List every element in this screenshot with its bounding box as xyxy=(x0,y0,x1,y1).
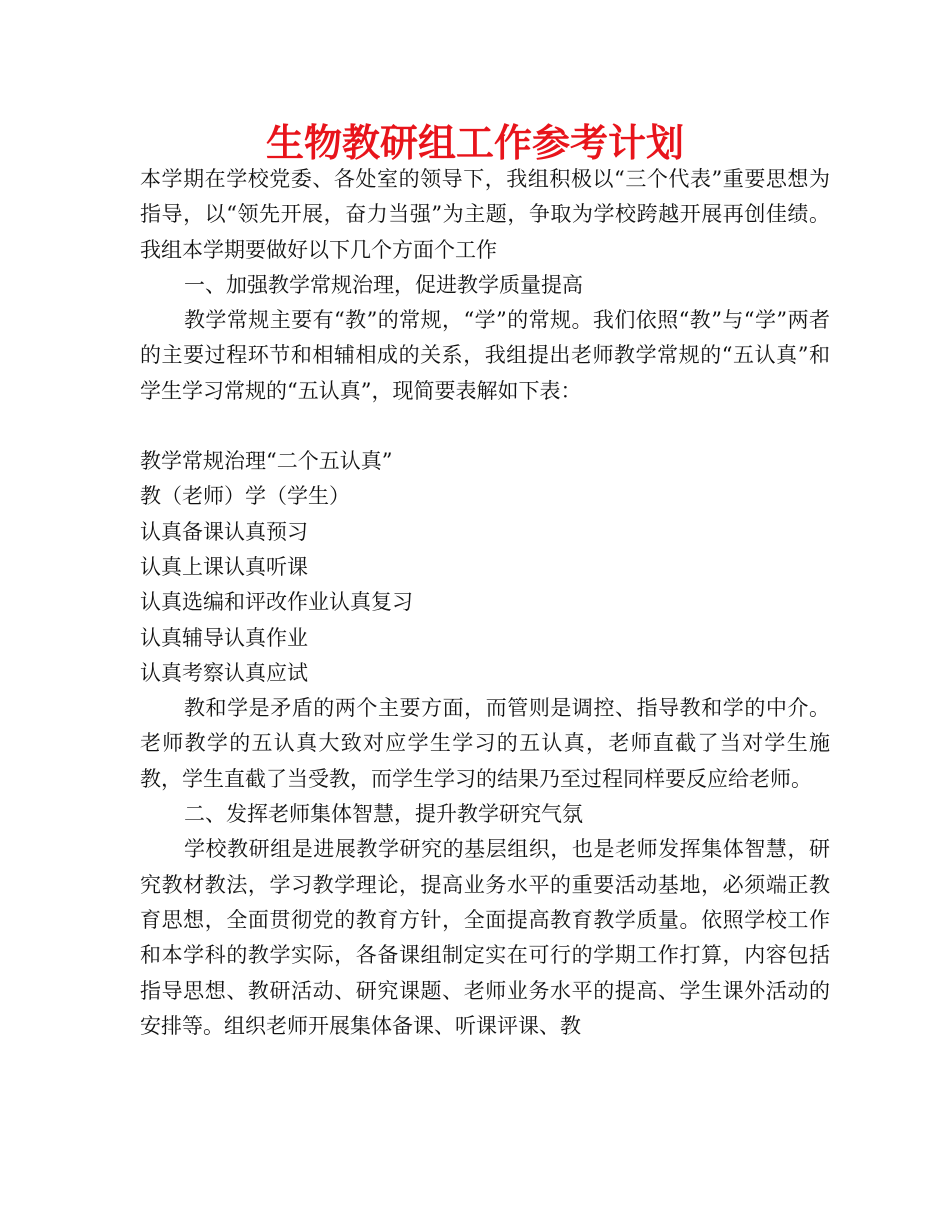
table-row: 认真上课认真听课 xyxy=(140,554,308,579)
table-row: 认真考察认真应试 xyxy=(140,660,308,685)
table-row: 认真备课认真预习 xyxy=(140,519,308,544)
table-title: 教学常规治理“二个五认真” xyxy=(140,449,393,474)
document-title: 生物教研组工作参考计划 xyxy=(265,121,684,165)
table-row: 认真选编和评改作业认真复习 xyxy=(140,590,413,615)
table-row: 认真辅导认真作业 xyxy=(140,625,308,650)
paragraph-section1-p1: 教学常规主要有“教”的常规，“学”的常规。我们依照“教”与“学”两者的主要过程环节和相辅相成的关系，我组提出老师教学常规的“五认真”和学生学习常规的“五认真”，现简要表解如下表： xyxy=(140,308,830,403)
paragraph-section1-p2: 教和学是矛盾的两个主要方面，而管则是调控、指导教和学的中介。老师教学的五认真大致对应学生学习的五认真，老师直截了当对学生施教，学生直截了当受教，而学生学习的结果乃至过程同样要反应给老师。 xyxy=(140,696,830,791)
table-header: 教（老师）学（学生） xyxy=(140,484,350,509)
paragraph-section2-p1: 学校教研组是进展教学研究的基层组织，也是老师发挥集体智慧，研究教材教法，学习教学理论，提高业务水平的重要活动基地，必须端正教育思想，全面贯彻党的教育方针，全面提高教育教学质量。依照学校工作和本学科的教学实际，各备课组制定实在可行的学期工作打算，内容包括指导思想、教研活动、研究课题、老师业务水平的提高、学生课外活动的安排等。组织老师开展集体备课、听课评课、教 xyxy=(140,837,830,1038)
section1-heading: 一、加强教学常规治理，促进教学质量提高 xyxy=(184,272,583,297)
document-body xyxy=(140,162,830,1044)
spacer xyxy=(140,409,830,444)
paragraph-intro: 本学期在学校党委、各处室的领导下，我组积极以“三个代表”重要思想为指导，以“领先开展，奋力当强”为主题，争取为学校跨越开展再创佳绩。我组本学期要做好以下几个方面个工作 xyxy=(140,167,830,262)
section2-heading: 二、发挥老师集体智慧，提升教学研究气氛 xyxy=(184,802,583,827)
